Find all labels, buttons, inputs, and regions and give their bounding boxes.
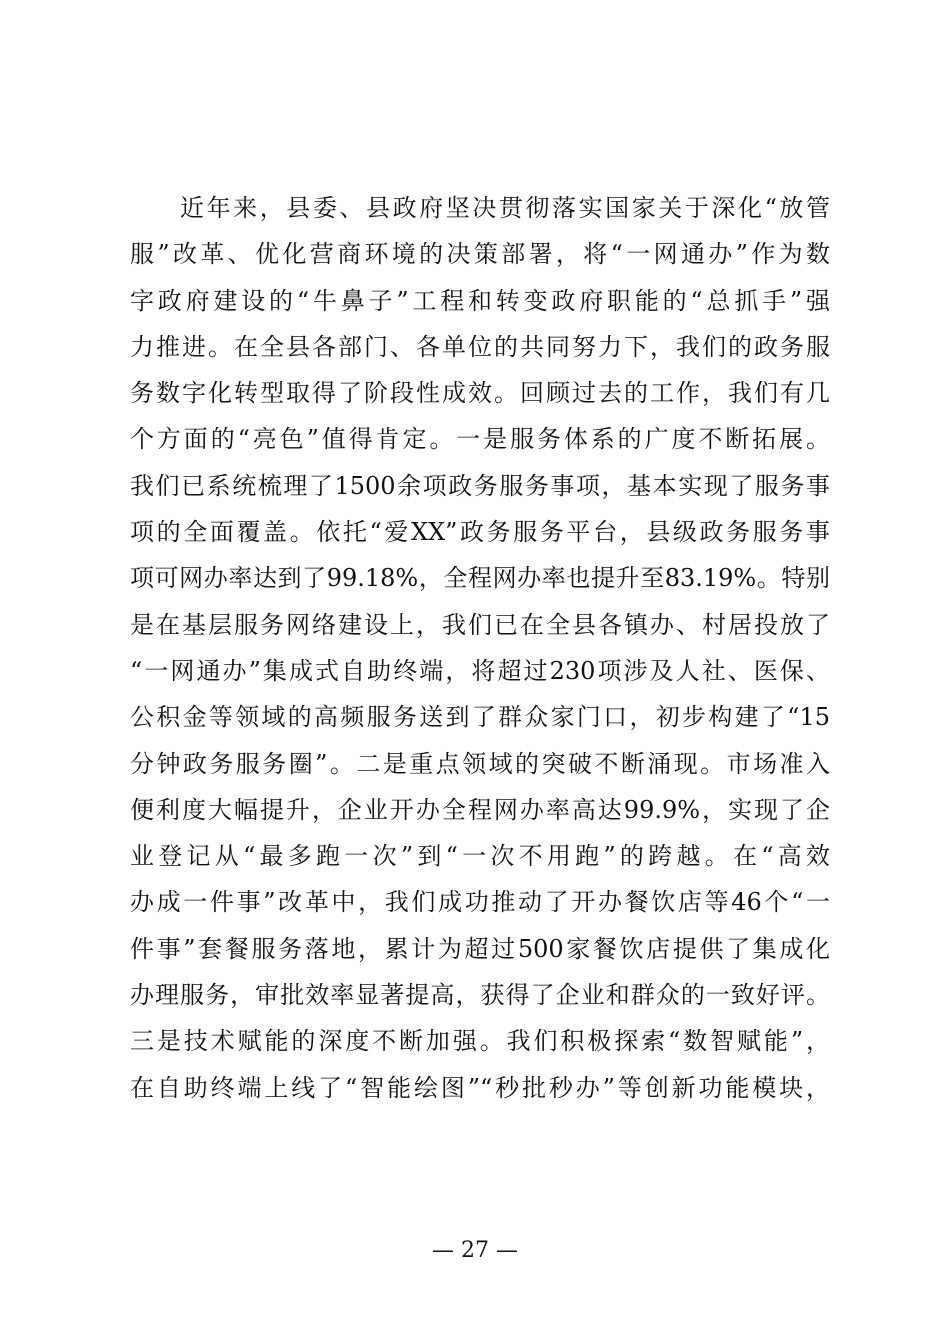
body-text (130, 185, 830, 1111)
text-line: 个方面的“亮色”值得肯定。一是服务体系的广度不断拓展。 (130, 425, 830, 454)
text-line: 力推进。在全县各部门、各单位的共同努力下，我们的政务服 (130, 332, 830, 361)
text-line: 近年来，县委、县政府坚决贯彻落实国家关于深化“放管 (180, 194, 830, 222)
text-line: “一网通办”集成式自助终端，将超过230项涉及人社、医保、 (130, 656, 830, 685)
text-line: 是在基层服务网络建设上，我们已在全县各镇办、村居投放了 (130, 610, 830, 639)
text-line: 便利度大幅提升，企业开办全程网办率高达99.9%，实现了企 (130, 795, 830, 824)
text-line: 件事”套餐服务落地，累计为超过500家餐饮店提供了集成化 (130, 934, 830, 963)
text-line: 在自助终端上线了“智能绘图”“秒批秒办”等创新功能模块， (130, 1073, 830, 1102)
text-line: 分钟政务服务圈”。二是重点领域的突破不断涌现。市场准入 (130, 749, 830, 778)
text-line: 字政府建设的“牛鼻子”工程和转变政府职能的“总抓手”强 (130, 286, 830, 315)
text-line: 业登记从“最多跑一次”到“一次不用跑”的跨越。在“高效 (130, 842, 830, 871)
text-line: 项可网办率达到了99.18%，全程网办率也提升至83.19%。特别 (130, 564, 830, 593)
text-line: 我们已系统梳理了1500余项政务服务事项，基本实现了服务事 (130, 471, 830, 500)
text-line: 办成一件事”改革中，我们成功推动了开办餐饮店等46个“一 (130, 888, 830, 917)
text-line: 公积金等领域的高频服务送到了群众家门口，初步构建了“15 (130, 703, 830, 732)
page-number: — 27 — (432, 1238, 518, 1263)
text-line: 三是技术赋能的深度不断加强。我们积极探索“数智赋能”， (130, 1027, 830, 1056)
text-line: 服”改革、优化营商环境的决策部署，将“一网通办”作为数 (130, 240, 830, 269)
text-line: 办理服务，审批效率显著提高，获得了企业和群众的一致好评。 (130, 981, 830, 1010)
text-line: 项的全面覆盖。依托“爱XX”政务服务平台，县级政务服务事 (130, 518, 830, 547)
text-line: 务数字化转型取得了阶段性成效。回顾过去的工作，我们有几 (130, 379, 830, 408)
